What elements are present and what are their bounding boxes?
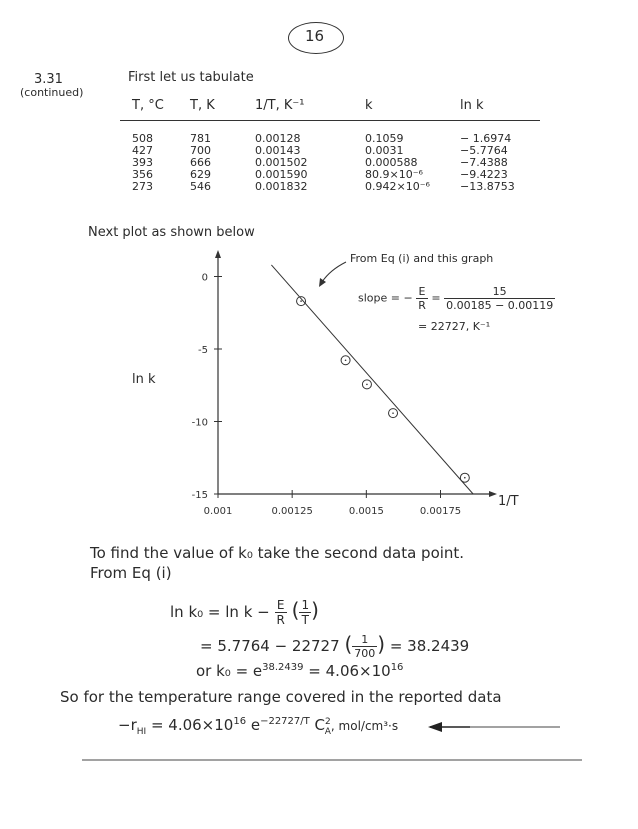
table-cell: 781 bbox=[190, 132, 211, 145]
find-k0-text: To find the value of k₀ take the second data point. bbox=[90, 544, 465, 562]
table-cell: −7.4388 bbox=[460, 156, 508, 169]
table-header: 1/T, K⁻¹ bbox=[255, 98, 305, 113]
final-c-sub: A bbox=[324, 727, 331, 737]
equals: = bbox=[431, 291, 441, 305]
eq3-exponent: 38.2439 bbox=[262, 662, 304, 673]
table-cell: 508 bbox=[132, 132, 153, 145]
x-tick-label: 0.0015 bbox=[348, 506, 384, 517]
eq1-lhs: ln k₀ = ln k − bbox=[170, 603, 270, 621]
slope-numerator: 15 bbox=[444, 285, 555, 299]
table-header: ln k bbox=[460, 98, 484, 113]
table-header: T, °C bbox=[132, 98, 164, 113]
eq2-lhs: = 5.7764 − 22727 bbox=[200, 637, 340, 655]
table-header: T, K bbox=[190, 98, 215, 113]
table-cell: 629 bbox=[190, 168, 211, 181]
eq3-lhs: or k₀ = e bbox=[196, 662, 263, 680]
y-tick-label: -5 bbox=[198, 345, 208, 356]
final-exp1: 16 bbox=[233, 716, 247, 727]
r-symbol: R bbox=[276, 613, 285, 627]
final-lhs: −r bbox=[118, 716, 137, 734]
annotation-arrow bbox=[322, 262, 346, 282]
x-tick-label: 0.00175 bbox=[419, 506, 462, 517]
table-cell: 546 bbox=[190, 180, 211, 193]
eq3-rhs-exponent: 16 bbox=[390, 662, 404, 673]
y-axis-label: ln k bbox=[132, 372, 156, 387]
slope-result: = 22727, K⁻¹ bbox=[418, 320, 491, 333]
data-point-dot bbox=[300, 300, 302, 302]
data-point-dot bbox=[392, 412, 394, 414]
table-cell: 0.00143 bbox=[255, 144, 301, 157]
final-c: C bbox=[309, 716, 325, 734]
final-subscript: HI bbox=[136, 727, 147, 737]
problem-number: 3.31 bbox=[34, 72, 63, 87]
x-tick-label: 0.00125 bbox=[271, 506, 313, 517]
table-cell: 0.000588 bbox=[365, 156, 418, 169]
final-rate-equation bbox=[118, 716, 398, 737]
table-cell: 273 bbox=[132, 180, 153, 193]
table-cell: 0.0031 bbox=[365, 144, 404, 157]
eq3-rhs: = 4.06×10 bbox=[308, 662, 391, 680]
continued-label: (continued) bbox=[20, 86, 84, 99]
eq2-rhs: = 38.2439 bbox=[389, 637, 470, 655]
t-symbol: T bbox=[301, 613, 309, 627]
table-cell: 700 bbox=[190, 144, 211, 157]
table-cell: 0.001502 bbox=[255, 156, 308, 169]
plot-intro: Next plot as shown below bbox=[88, 225, 255, 240]
slope-denominator: 0.00185 − 0.00119 bbox=[446, 299, 554, 312]
table-header: k bbox=[365, 98, 373, 113]
y-tick-label: -15 bbox=[191, 490, 208, 501]
e-over-r bbox=[416, 285, 428, 312]
from-eq-text: From Eq (i) bbox=[90, 564, 172, 582]
x-axis-arrow-icon bbox=[489, 491, 497, 497]
annotation-arrow-head-icon bbox=[319, 278, 326, 287]
one: 1 bbox=[301, 598, 310, 612]
y-tick-label: 0 bbox=[201, 272, 208, 284]
slope-label: slope = − bbox=[358, 291, 413, 305]
table-cell: −5.7764 bbox=[460, 144, 508, 157]
data-point-dot bbox=[464, 477, 466, 479]
one: 1 bbox=[352, 633, 377, 647]
annotation-text: From Eq (i) and this graph bbox=[350, 252, 494, 265]
table-cell: 0.942×10⁻⁶ bbox=[365, 180, 430, 193]
conclusion-text: So for the temperature range covered in the reported data bbox=[60, 688, 502, 706]
data-point-dot bbox=[345, 359, 347, 361]
equation-2: = 5.7764 − 22727 ( $\frac{1}{700}$ ) = 38.2439 bbox=[200, 632, 470, 660]
table-cell: 80.9×10⁻⁶ bbox=[365, 168, 423, 181]
table-cell: 0.001832 bbox=[255, 180, 308, 193]
table-cell: −9.4223 bbox=[460, 168, 508, 181]
y-axis-arrow-icon bbox=[215, 250, 221, 258]
eq1-one-over-t bbox=[299, 598, 311, 627]
e-symbol: E bbox=[275, 598, 287, 613]
slope-fraction bbox=[444, 285, 555, 312]
r-symbol: R bbox=[418, 299, 426, 312]
table-cell: 356 bbox=[132, 168, 153, 181]
eq1-e-over-r bbox=[275, 598, 287, 627]
table-cell: −13.8753 bbox=[460, 180, 515, 193]
final-c-sup: 2 bbox=[325, 717, 331, 727]
intro-text: First let us tabulate bbox=[128, 70, 254, 85]
x-tick-label: 0.001 bbox=[203, 506, 233, 517]
final-exp2: −22727/T bbox=[260, 716, 310, 727]
eq2-denominator: 700 bbox=[354, 647, 376, 660]
table-cell: 0.001590 bbox=[255, 168, 308, 181]
table-cell: 0.1059 bbox=[365, 132, 404, 145]
table-cell: 0.00128 bbox=[255, 132, 301, 145]
y-tick-label: -10 bbox=[191, 417, 208, 429]
final-units: , mol/cm³·s bbox=[330, 719, 399, 733]
table-cell: 666 bbox=[190, 156, 211, 169]
final-e: e bbox=[246, 716, 261, 734]
table-cell: − 1.6974 bbox=[460, 132, 512, 145]
equation-1: ln k₀ = ln k − $\frac{E}{R}$ ( $\frac{1}{T}$ ) bbox=[170, 598, 319, 627]
equation-3 bbox=[196, 662, 403, 680]
table-cell: 427 bbox=[132, 144, 153, 157]
table-cell: 393 bbox=[132, 156, 153, 169]
e-symbol: E bbox=[416, 285, 428, 299]
final-mid: = 4.06×10 bbox=[146, 716, 234, 734]
slope-equation bbox=[358, 285, 555, 312]
page-number: 16 bbox=[305, 27, 325, 45]
data-point-dot bbox=[366, 384, 368, 386]
x-axis-label: 1/T bbox=[498, 494, 519, 509]
eq2-fraction bbox=[352, 633, 377, 660]
